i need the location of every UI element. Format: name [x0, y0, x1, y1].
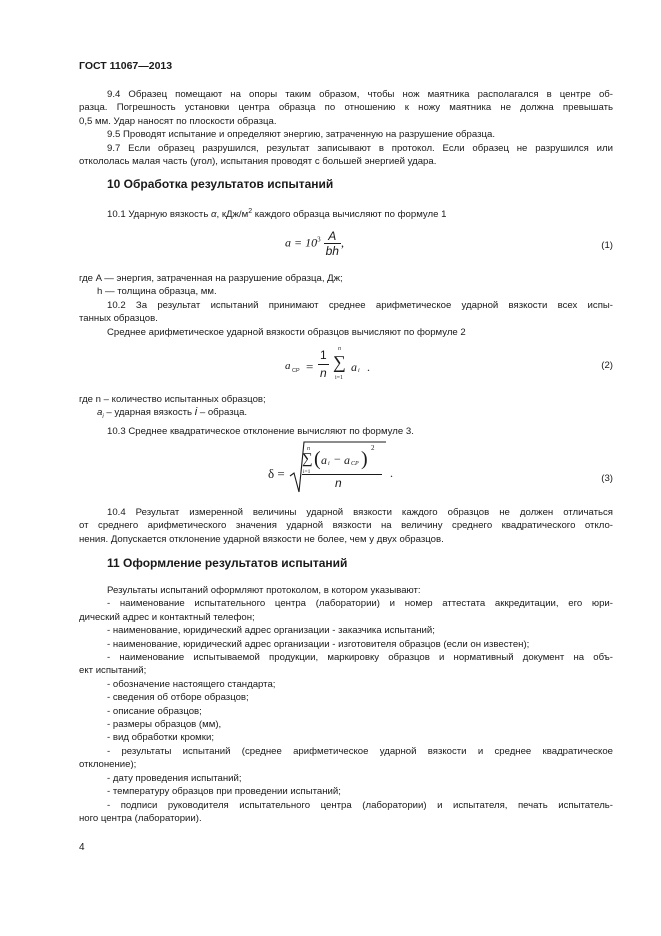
legend-ai-end: – образца. [199, 407, 248, 419]
formula-3-acp-sub: CP [351, 461, 359, 467]
formula-2-fraction-bar [318, 364, 329, 365]
clause-10-2-line-2: танных образцов. [79, 313, 158, 325]
formula-3-acp: a [344, 453, 350, 467]
formula-2-tail: . [367, 360, 370, 374]
clause-10-2-line-1: 10.2 За результат испытаний принимают среднее арифметическое ударной вязкости всех испы- [107, 299, 613, 311]
formula-1-exp: 3 [317, 235, 321, 244]
formula-3-tail: . [390, 466, 393, 480]
page-number: 4 [79, 842, 85, 853]
formula-3-lhs: δ = [268, 466, 285, 481]
clause-9-7-line-2: откололась малая часть (угол), испытания проводят с большей энергией удара. [79, 156, 437, 168]
clause-9-4-line-2: разца. Погрешность установки центра образца по отношению к ножу маятника не должна превышать [79, 102, 613, 114]
formula-2-sum-top: n [338, 346, 341, 352]
list-item-cont: ного центра (лаборатории). [79, 812, 202, 824]
list-item: - подписи руководителя испытательного центра (лаборатории) и испытателя, печать испытатель- [107, 799, 613, 811]
legend-h: h — толщина образца, мм. [97, 286, 217, 298]
unit-text: , кДж/м [216, 209, 249, 221]
clause-10-4-line-1: 10.4 Результат измеренной величины ударной вязкости каждого образцов не должен отличаться [107, 507, 613, 518]
formula-1-tail: , [340, 235, 344, 250]
formula-3-minus: − [334, 452, 341, 466]
section-11-title: 11 Оформление результатов испытаний [107, 556, 348, 570]
formula-1-legend [79, 272, 613, 339]
clause-10-3: 10.3 Среднее квадратическое отклонение вычисляют по формуле 3. [107, 425, 414, 437]
clause-10-4 [79, 506, 613, 546]
list-item: - наименование испытываемой продукции, маркировку образцов и нормативный документ на объ- [107, 652, 613, 664]
list-item: - дату проведения испытаний; [107, 772, 242, 784]
list-item-cont: отклонение); [79, 759, 137, 771]
formula-2-legend [79, 393, 613, 438]
formula-1-denominator: bh [325, 244, 339, 258]
section-11-body [79, 584, 613, 825]
formula-2-term-sub: i [358, 368, 360, 374]
legend-ai-i: i [194, 406, 198, 419]
alpha-symbol: α [211, 209, 217, 221]
legend-A: где A — энергия, затраченная на разрушение образца, Дж; [79, 273, 343, 284]
clause-10-1-post: каждого образца вычисляют по формуле 1 [252, 209, 447, 221]
legend-ai-sub: i [102, 414, 104, 421]
left-paren-icon: ( [314, 448, 321, 470]
list-item: - результаты испытаний (среднее арифметическое ударной вязкости и среднее квадратическое [107, 745, 613, 757]
formula-3-fraction-bar [302, 474, 382, 475]
clause-9-4-line-3: 0,5 мм. Удар наносят по плоскости образца. [79, 115, 277, 127]
list-item: - наименование, юридический адрес организации - изготовителя образцов (если он известен); [107, 638, 530, 650]
clause-10-1-pre: 10.1 Ударную вязкость [107, 209, 209, 221]
formula-3-sum-bottom: i=1 [303, 469, 311, 475]
clause-9-block [79, 88, 613, 168]
legend-ai [79, 406, 613, 424]
formula-3-number: (3) [601, 473, 613, 484]
formula-3-ai-sub: i [328, 461, 330, 467]
list-item: - размеры образцов (мм), [107, 719, 222, 731]
unit-exponent: 2 [248, 208, 253, 215]
formula-2-term: a [351, 360, 357, 374]
sigma-icon: ∑ [333, 352, 346, 372]
formula-1-lhs: a = 10 [285, 235, 318, 250]
formula-3 [268, 440, 398, 496]
list-item: - температуру образцов при проведении испытаний; [107, 786, 341, 798]
list-item: - наименование, юридический адрес организации - заказчика испытаний; [107, 625, 435, 637]
list-item: - обозначение настоящего стандарта; [107, 678, 276, 690]
clause-9-5: 9.5 Проводят испытание и определяют энергию, затраченную на разрушение образца. [107, 129, 496, 141]
formula-1-fraction [324, 229, 341, 258]
formula-2-sum-bottom: i=1 [335, 375, 344, 381]
section-10-title: 10 Обработка результатов испытаний [107, 177, 334, 191]
formula-3-ai: a [321, 453, 327, 467]
document-header: ГОСТ 11067—2013 [79, 60, 173, 72]
section-11-intro: Результаты испытаний оформляют протоколом, в котором указывают: [107, 585, 421, 596]
list-item: - описание образцов; [107, 705, 202, 717]
formula-2-number: (2) [601, 360, 613, 371]
formula-3-denominator: n [335, 476, 342, 490]
formula-2-lhs: a [285, 360, 291, 372]
legend-ai-symbol: a [97, 407, 103, 419]
formula-1 [285, 229, 344, 258]
legend-n: где n – количество испытанных образцов; [79, 394, 266, 405]
formula-1-numerator: A [328, 229, 337, 243]
sigma-icon-2: ∑ [302, 451, 313, 467]
clause-10-4-line-3: нения. Допускается отклонение ударной вязкости не более, чем у двух образцов. [79, 533, 444, 545]
clause-9-7-line-1: 9.7 Если образец разрушился, результат записывают в протокол. Если образец не разрушился или [107, 142, 613, 154]
list-item-cont: ект испытаний; [79, 665, 147, 677]
list-item-cont: дический адрес и контактный телефон; [79, 611, 255, 623]
formula-3-sum-top: n [307, 446, 310, 452]
formula-2-lhs-sub: СР [292, 368, 300, 374]
list-item: - вид обработки кромки; [107, 732, 215, 744]
clause-10-1 [79, 205, 613, 222]
formula-2-denominator: n [320, 366, 327, 380]
formula-2-numerator: 1 [320, 348, 327, 362]
legend-ai-text: – ударная вязкость [106, 407, 193, 419]
clause-10-4-line-2: от среднего арифметического значения ударной вязкости на величину среднего квадратического откло- [79, 520, 613, 532]
clause-9-4-line-1: 9.4 Образец помещают на опоры таким образом, чтобы нож маятника располагался в центре об- [107, 89, 613, 100]
list-item: - наименование испытательного центра (лаборатории) и номер аттестата аккредитации, его юри- [107, 598, 613, 610]
right-paren-icon: ) [361, 448, 368, 470]
clause-10-2-b: Среднее арифметическое ударной вязкости образцов вычисляют по формуле 2 [107, 326, 466, 338]
formula-2-equals: = [306, 359, 314, 374]
formula-1-number: (1) [601, 240, 613, 251]
formula-3-exp: 2 [371, 444, 375, 452]
list-item: - сведения об отборе образцов; [107, 692, 249, 704]
